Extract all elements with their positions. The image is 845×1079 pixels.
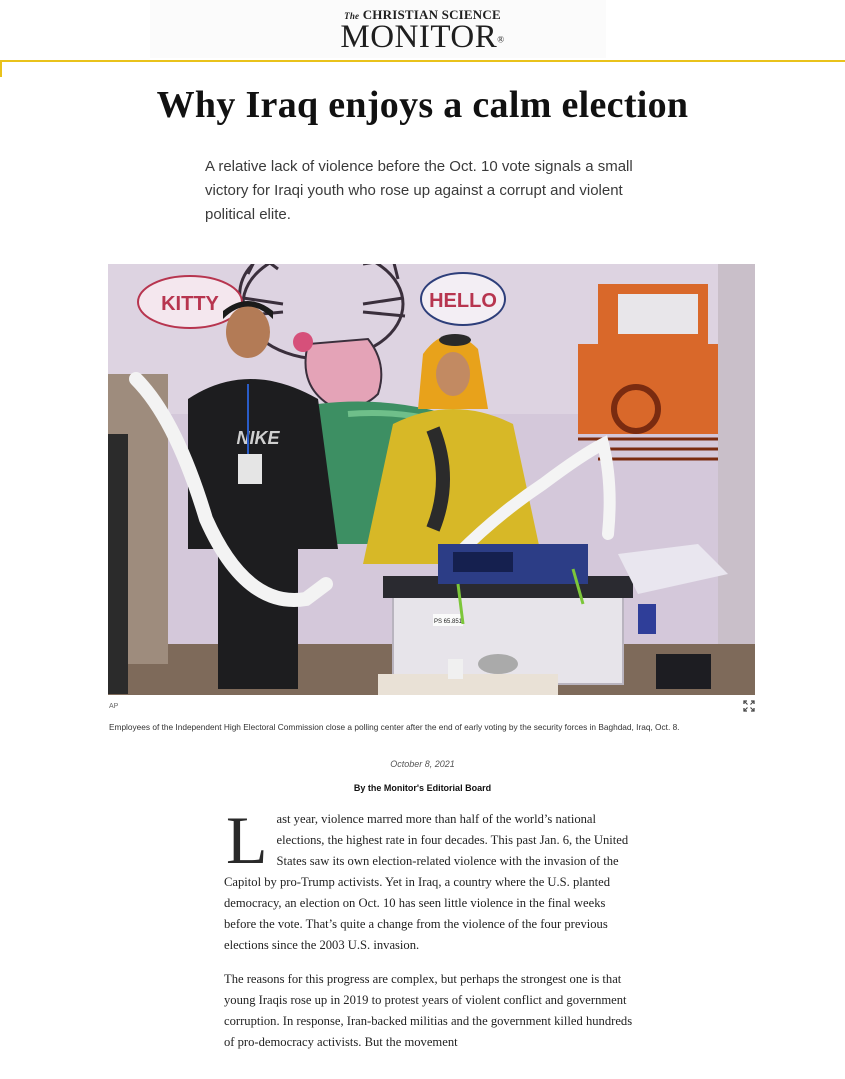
mural-flower: [293, 332, 313, 352]
article-body: [224, 802, 640, 1066]
site-logo[interactable]: [0, 8, 845, 53]
article-date: October 8, 2021: [390, 759, 455, 769]
paragraph-1-text: ast year, violence marred more than half of the world’s national elections, the highest rate in four decades. This past Jan. 6, the United States saw its own election-related violence with the invasion of the Capitol by pro-Trump activists. Yet in Iraq, a country where the U.S. planted democracy, an election on Oct. 10 has seen little violence in the final weeks before the vote. That’s quite a change from the violence of the four previous elections since the 2003 U.S. invasion.: [224, 812, 629, 952]
photo-caption: Employees of the Independent High Electoral Commission close a polling center after the end of early voting by the security forces in Baghdad, Iraq, Oct. 8.: [109, 722, 680, 732]
paragraph-2: The reasons for this progress are complex, but perhaps the strongest one is that young Iraqis rose up in 2019 to protest years of violent conflict and government corruption. In response, Iran-backed militias and the government killed hundreds of pro-democracy activists. But the movement: [224, 972, 633, 1049]
photo-credit: AP: [109, 703, 119, 710]
mural-hello-text: HELLO: [429, 290, 497, 312]
paragraph-1: [224, 802, 640, 956]
dropcap: L: [226, 802, 268, 878]
logo-main-line: [0, 19, 845, 55]
box-label: PS 65.851: [433, 619, 463, 625]
masthead-divider: [0, 60, 845, 62]
shirt-text: NIKE: [236, 428, 280, 448]
article-headline: Why Iraq enjoys a calm election: [156, 84, 689, 126]
mural-kitty-text: KITTY: [161, 293, 219, 315]
logo-registered-mark: ®: [497, 34, 505, 45]
logo-the: The: [344, 11, 360, 21]
masthead-divider-tick: [0, 60, 2, 77]
photo-illustration: [108, 264, 755, 695]
logo-top-text: CHRISTIAN SCIENCE: [362, 7, 501, 22]
wall-column: [718, 264, 755, 695]
article-dek: A relative lack of violence before the Oct. 10 vote signals a small victory for Iraqi youth who rose up against a corrupt and violent political elite.: [205, 158, 633, 223]
expand-icon[interactable]: [743, 700, 755, 712]
mural-truck: [578, 284, 728, 459]
mural-bubble-hello: [421, 273, 505, 325]
masthead: [0, 0, 845, 60]
article-photo[interactable]: [108, 264, 755, 695]
table-items: [378, 674, 558, 695]
logo-main-text: MONITOR: [340, 19, 498, 55]
article-byline[interactable]: By the Monitor's Editorial Board: [353, 783, 492, 793]
mural-bubble-kitty: [138, 276, 242, 328]
